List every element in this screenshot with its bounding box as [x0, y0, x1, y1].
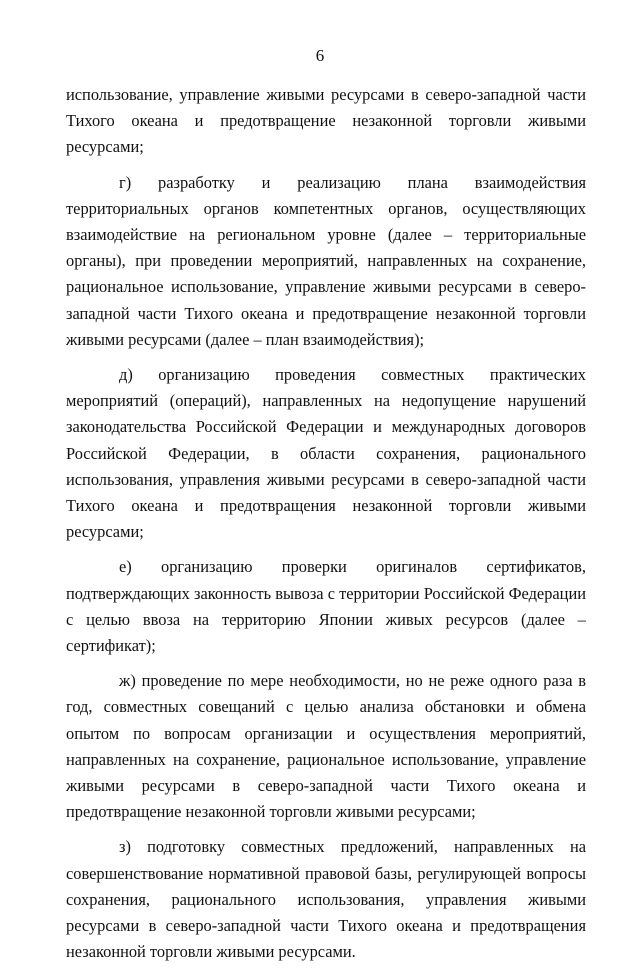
paragraph-item-z: з) подготовку совместных предложений, направленных на совершенствование нормативной правовой базы, регулирующей вопросы сохранения, рационального использования, управления живыми ресурсами в северо-западной части Тихого океана и предотвращения незаконной торговли живыми ресурсами.	[66, 837, 586, 962]
paragraph-item-e: е) организацию проверки оригиналов сертификатов, подтверждающих законность вывоза с территории Российской Федерации с целью ввоза на территорию Японии живых ресурсов (далее – сертификат);	[66, 557, 586, 656]
paragraph-item-d: д) организацию проведения совместных практических мероприятий (операций), направленных на недопущение нарушений законодательства Российской Федерации и международных договоров Российской Федерации, в области сохранения, рационального использования, управления живыми ресурсами в северо-западной части Тихого океана и предотвращения незаконной торговли живыми ресурсами;	[66, 365, 586, 542]
paragraph-item-zh: ж) проведение по мере необходимости, но не реже одного раза в год, совместных совещаний с целью анализа обстановки и обмена опытом по вопросам организации и осуществления мероприятий, направленных на сохранение, рациональное использование, управление живыми ресурсами в северо-западной части Тихого океана и предотвращение незаконной торговли живыми ресурсами;	[66, 671, 586, 822]
page-number: 6	[315, 46, 325, 65]
paragraph-continuation: использование, управление живыми ресурсами в северо-западной части Тихого океана и предотвращение незаконной торговли живыми ресурсами;	[66, 85, 586, 157]
document-body	[66, 82, 586, 975]
paragraph-item-g: г) разработку и реализацию плана взаимодействия территориальных органов компетентных органов, осуществляющих взаимодействие на региональном уровне (далее – территориальные органы), при проведении мероприятий, направленных на сохранение, рациональное использование, управление живыми ресурсами в северо-западной части Тихого океана и предотвращение незаконной торговли живыми ресурсами (далее – план взаимодействия);	[66, 172, 586, 349]
